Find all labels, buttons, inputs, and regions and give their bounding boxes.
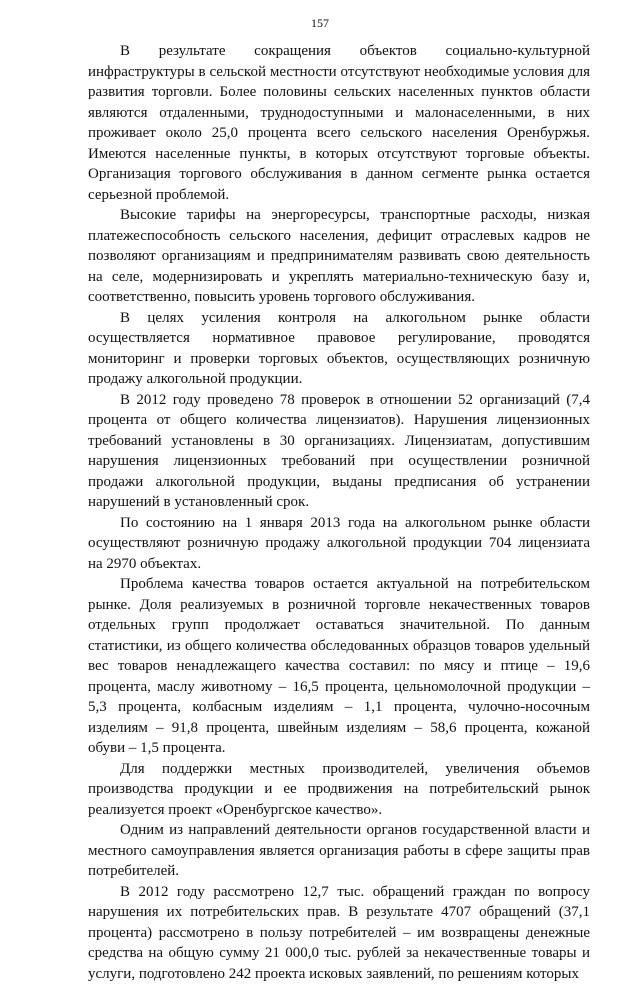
paragraph: Одним из направлений деятельности органов государственной власти и местного самоуправления является организация работы в сфере защиты прав потребителей. (88, 820, 590, 882)
paragraph: По состоянию на 1 января 2013 года на алкогольном рынке области осуществляют розничную продажу алкогольной продукции 704 лицензиата на 2970 объектах. (88, 513, 590, 575)
paragraph: В результате сокращения объектов социально-культурной инфраструктуры в сельской местности отсутствуют необходимые условия для развития торговли. Более половины сельских населенных пунктов области являются отдаленными, труднодоступными и малонаселенными, в них проживает около 25,0 процента всего сельского населения Оренбуржья. Имеются населенные пункты, в которых отсутствуют торговые объекты. Организация торгового обслуживания в данном сегменте рынка остается серьезной проблемой. (88, 41, 590, 205)
page-number: 157 (0, 16, 640, 31)
paragraph: Для поддержки местных производителей, увеличения объемов производства продукции и ее продвижения на потребительский рынок реализуется проект «Оренбургское качество». (88, 759, 590, 821)
paragraph: В целях усиления контроля на алкогольном рынке области осуществляется нормативное правовое регулирование, проводятся мониторинг и проверки торговых объектов, осуществляющих розничную продажу алкогольной продукции. (88, 308, 590, 390)
paragraph: Проблема качества товаров остается актуальной на потребительском рынке. Доля реализуемых в розничной торговле некачественных товаров отдельных групп продолжает оставаться значительной. По данным статистики, из общего количества обследованных образцов товаров удельный вес товаров ненадлежащего качества составил: по мясу и птице – 19,6 процента, маслу животному – 16,5 процента, цельномолочной продукции – 5,3 процента, колбасным изделиям – 1,1 процента, чулочно-носочным изделиям – 91,8 процента, швейным изделиям – 58,6 процента, кожаной обуви – 1,5 процента. (88, 574, 590, 759)
paragraph: Высокие тарифы на энергоресурсы, транспортные расходы, низкая платежеспособность сельского населения, дефицит отраслевых кадров не позволяют организациям и предпринимателям развивать свою деятельность на селе, модернизировать и укреплять материально-техническую базу и, соответственно, повысить уровень торгового обслуживания. (88, 205, 590, 308)
paragraph: В 2012 году проведено 78 проверок в отношении 52 организаций (7,4 процента от общего количества лицензиатов). Нарушения лицензионных требований установлены в 30 организациях. Лицензиатам, допустившим нарушения лицензионных требований при осуществлении розничной продажи алкогольной продукции, выданы предписания об устранении нарушений в установленный срок. (88, 390, 590, 513)
paragraph: В 2012 году рассмотрено 12,7 тыс. обращений граждан по вопросу нарушения их потребительских прав. В результате 4707 обращений (37,1 процента) рассмотрено в пользу потребителей – им возвращены денежные средства на общую сумму 21 000,0 тыс. рублей за некачественные товары и услуги, подготовлено 242 проекта исковых заявлений, по решениям которых (88, 882, 590, 984)
body-text (88, 41, 590, 984)
